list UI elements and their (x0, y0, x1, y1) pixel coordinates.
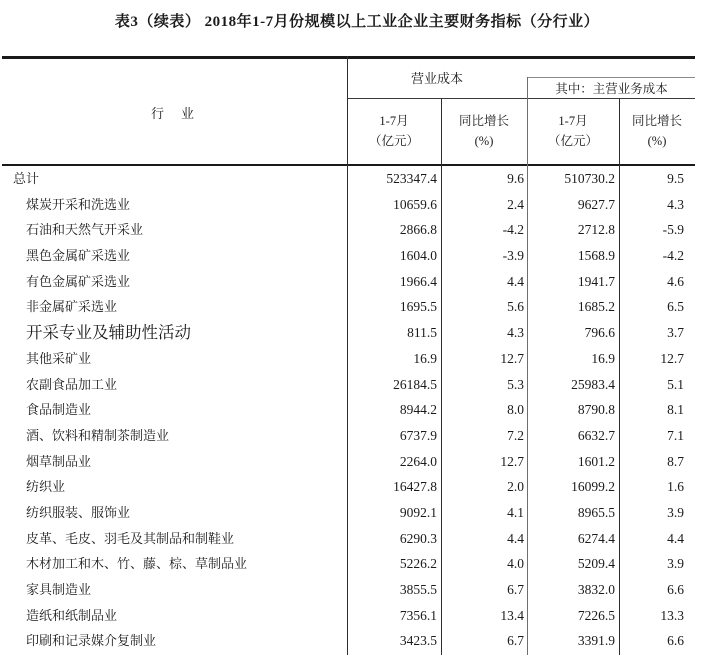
value-cell-1: 5226.2 (399, 556, 437, 572)
table-row (0, 449, 714, 475)
value-cell-3: 9627.7 (577, 196, 615, 212)
table-row (0, 192, 714, 218)
value-cell-4: 3.9 (667, 504, 684, 520)
value-cell-2: 9.6 (507, 171, 524, 186)
table-row (0, 243, 714, 269)
value-cell-4: 5.1 (667, 376, 684, 392)
industry-name-cell: 总计 (13, 171, 40, 186)
value-cell-2: 4.4 (507, 273, 524, 289)
subheader-col1-unit: （亿元） (368, 134, 419, 148)
industry-name-cell: 木材加工和木、竹、藤、棕、草制品业 (26, 556, 248, 572)
value-cell-2: 2.0 (507, 479, 524, 495)
industry-name-cell: 其他采矿业 (26, 350, 92, 366)
value-cell-2: -4.2 (502, 222, 524, 238)
value-cell-1: 3423.5 (399, 633, 437, 649)
subheader-col3 (527, 111, 619, 151)
value-cell-2: 7.2 (507, 427, 524, 443)
value-cell-3: 510730.2 (564, 171, 615, 186)
industry-name-cell: 农副食品加工业 (26, 376, 118, 392)
value-cell-2: 5.3 (507, 376, 524, 392)
subheader-col4-growth: 同比增长 (631, 114, 682, 128)
industry-name-cell: 开采专业及辅助性活动 (26, 323, 191, 343)
industry-name-cell: 食品制造业 (26, 402, 92, 418)
value-cell-4: 6.5 (667, 299, 684, 315)
table-row (0, 423, 714, 449)
value-cell-4: 4.3 (667, 196, 684, 212)
value-cell-1: 9092.1 (399, 504, 437, 520)
header-main-business-cost-label: 其中：主营业务成本 (555, 82, 668, 96)
value-cell-4: 12.7 (660, 350, 684, 366)
table-row (0, 603, 714, 629)
table-row (0, 500, 714, 526)
value-cell-3: 796.6 (584, 325, 615, 341)
value-cell-2: 8.0 (507, 402, 524, 418)
table-row (0, 294, 714, 320)
industry-name-cell: 酒、饮料和精制茶制造业 (26, 427, 170, 443)
value-cell-3: 1568.9 (577, 248, 615, 264)
value-cell-2: 6.7 (507, 582, 524, 597)
value-cell-1: 8944.2 (399, 402, 437, 418)
value-cell-3: 3832.0 (577, 582, 615, 597)
value-cell-1: 7356.1 (399, 607, 437, 623)
industry-name-cell: 造纸和纸制品业 (26, 607, 118, 623)
industry-name-cell: 煤炭开采和洗选业 (26, 196, 131, 212)
industry-name-cell: 烟草制品业 (26, 453, 92, 469)
header-mid-rule (347, 98, 695, 99)
table-body (0, 166, 714, 654)
subheader-col1-period: 1-7月 (379, 114, 409, 128)
header-operating-cost-label: 营业成本 (410, 71, 463, 86)
industry-name-cell: 家具制造业 (26, 582, 92, 597)
subheader-col3-period: 1-7月 (558, 114, 588, 128)
value-cell-2: 4.4 (507, 530, 524, 546)
value-cell-4: 7.1 (667, 427, 684, 443)
industry-name-cell: 皮革、毛皮、羽毛及其制品和制鞋业 (26, 530, 235, 546)
value-cell-3: 2712.8 (577, 222, 615, 238)
value-cell-3: 1601.2 (577, 453, 615, 469)
value-cell-1: 1966.4 (399, 273, 437, 289)
industry-name-cell: 纺织业 (26, 479, 66, 495)
value-cell-2: 12.7 (500, 453, 524, 469)
value-cell-3: 1941.7 (577, 273, 615, 289)
table-row (0, 372, 714, 398)
table-row (0, 346, 714, 372)
value-cell-3: 5209.4 (577, 556, 615, 572)
table-row (0, 166, 714, 192)
value-cell-1: 6737.9 (399, 427, 437, 443)
table-top-rule (2, 56, 695, 59)
value-cell-1: 6290.3 (399, 530, 437, 546)
subheader-col2-unit: (%) (474, 134, 494, 148)
value-cell-2: 12.7 (500, 350, 524, 366)
value-cell-2: 13.4 (500, 607, 524, 623)
value-cell-3: 16.9 (591, 350, 615, 366)
value-cell-3: 6632.7 (577, 427, 615, 443)
value-cell-1: 16427.8 (393, 479, 437, 495)
subheader-col1 (347, 111, 441, 151)
value-cell-2: 4.0 (507, 556, 524, 572)
value-cell-4: 8.7 (667, 453, 684, 469)
subgroup-box-top-rule (527, 77, 695, 78)
table-row (0, 526, 714, 552)
value-cell-4: 4.4 (667, 530, 684, 546)
value-cell-4: 4.6 (667, 273, 684, 289)
value-cell-3: 16099.2 (571, 479, 615, 495)
value-cell-2: -3.9 (502, 248, 524, 264)
value-cell-1: 3855.5 (399, 582, 437, 597)
value-cell-1: 811.5 (407, 325, 437, 341)
value-cell-1: 1695.5 (399, 299, 437, 315)
table-row (0, 628, 714, 654)
industry-name-cell: 纺织服装、服饰业 (26, 504, 131, 520)
value-cell-4: 8.1 (667, 402, 684, 418)
value-cell-1: 2264.0 (399, 453, 437, 469)
value-cell-3: 7226.5 (577, 607, 615, 623)
value-cell-4: 9.5 (667, 171, 684, 186)
value-cell-2: 5.6 (507, 299, 524, 315)
industry-name-cell: 印刷和记录媒介复制业 (26, 633, 157, 649)
industry-name-cell: 石油和天然气开采业 (26, 222, 144, 238)
value-cell-4: 13.3 (660, 607, 684, 623)
table-row (0, 397, 714, 423)
page-title: 表3（续表） 2018年1-7月份规模以上工业企业主要财务指标（分行业） (114, 14, 600, 30)
value-cell-3: 25983.4 (571, 376, 615, 392)
table-row (0, 217, 714, 243)
table-row (0, 551, 714, 577)
value-cell-3: 6274.4 (577, 530, 615, 546)
value-cell-2: 4.3 (507, 325, 524, 341)
value-cell-4: 3.7 (667, 325, 684, 341)
industry-name-cell: 有色金属矿采选业 (26, 273, 131, 289)
value-cell-4: 6.6 (667, 582, 684, 597)
value-cell-1: 16.9 (413, 350, 437, 366)
subheader-col2-growth: 同比增长 (458, 114, 509, 128)
value-cell-3: 8790.8 (577, 402, 615, 418)
table-row (0, 320, 714, 346)
value-cell-2: 2.4 (507, 196, 524, 212)
value-cell-3: 8965.5 (577, 504, 615, 520)
subheader-col4 (619, 111, 695, 151)
subheader-col2 (441, 111, 527, 151)
value-cell-4: 6.6 (667, 633, 684, 649)
header-industry-label: 行 业 (150, 106, 196, 121)
value-cell-2: 6.7 (507, 633, 524, 649)
value-cell-1: 2866.8 (399, 222, 437, 238)
value-cell-1: 26184.5 (393, 376, 437, 392)
value-cell-2: 4.1 (507, 504, 524, 520)
subheader-col4-unit: (%) (647, 134, 667, 148)
value-cell-4: -5.9 (662, 222, 684, 238)
value-cell-1: 10659.6 (393, 196, 437, 212)
table-row (0, 269, 714, 295)
value-cell-4: 3.9 (667, 556, 684, 572)
value-cell-4: -4.2 (662, 248, 684, 264)
value-cell-1: 1604.0 (399, 248, 437, 264)
subheader-col3-unit: （亿元） (547, 134, 598, 148)
value-cell-3: 3391.9 (577, 633, 615, 649)
value-cell-1: 523347.4 (386, 171, 437, 186)
table-row (0, 474, 714, 500)
value-cell-4: 1.6 (667, 479, 684, 495)
table-row (0, 577, 714, 603)
industry-name-cell: 非金属矿采选业 (26, 299, 118, 315)
industry-name-cell: 黑色金属矿采选业 (26, 248, 131, 264)
value-cell-3: 1685.2 (577, 299, 615, 315)
